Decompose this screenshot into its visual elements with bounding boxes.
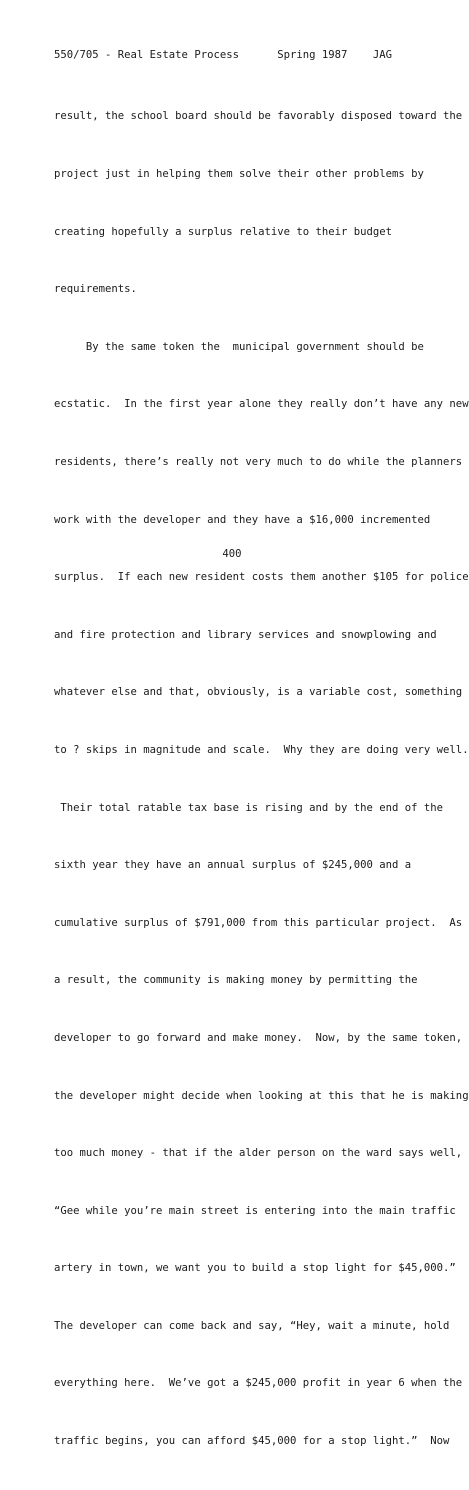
text-line: By the same token the municipal government should be (54, 340, 424, 353)
text-line: and fire protection and library services and snowplowing and (54, 628, 437, 641)
text-line: artery in town, we want you to build a stop light for $45,000.” (54, 1262, 456, 1275)
text-line: cumulative surplus of $791,000 from this particular project. As (54, 916, 463, 929)
text-line: too much money - that if the alder person on the ward says well, (54, 1147, 463, 1160)
text-line: ecstatic. In the first year alone they really don’t have any new (54, 398, 469, 411)
page-number: 400 (222, 548, 242, 560)
text-line: whatever else and that, obviously, is a variable cost, something (54, 686, 463, 699)
text-line: project just in helping them solve their other problems by (54, 168, 424, 180)
text-line: to ? skips in magnitude and scale. Why they are doing very well. (54, 743, 469, 756)
text-line: “Gee while you’re main street is entering into the main traffic (54, 1204, 456, 1217)
text-line: traffic begins, you can afford $45,000 for a stop light.” Now (54, 1435, 450, 1448)
text-line: the developer might decide when looking at this that he is making (54, 1089, 469, 1102)
text-line: Their total ratable tax base is rising and by the end of the (54, 801, 444, 814)
body-text (54, 69, 469, 1490)
page-header: 550/705 - Real Estate Process Spring 1987 JAG (54, 49, 393, 61)
text-line: everything here. We’ve got a $245,000 profit in year 6 when the (54, 1377, 463, 1390)
text-line: developer to go forward and make money. Now, by the same token, (54, 1031, 463, 1044)
text-line: work with the developer and they have a $16,000 incremented (54, 513, 431, 526)
text-line: a result, the community is making money by permitting the (54, 974, 418, 987)
text-line: creating hopefully a surplus relative to their budget (54, 225, 393, 238)
text-line: surplus. If each new resident costs them another $105 for police (54, 571, 469, 584)
text-line: result, the school board should be favorably disposed toward the (54, 110, 463, 123)
text-line: residents, there’s really not very much to do while the planners (54, 455, 463, 468)
text-line: The developer can come back and say, “Hey, wait a minute, hold (54, 1319, 450, 1332)
text-line: requirements. (54, 283, 137, 296)
text-line: sixth year they have an annual surplus of $245,000 and a (54, 859, 412, 872)
